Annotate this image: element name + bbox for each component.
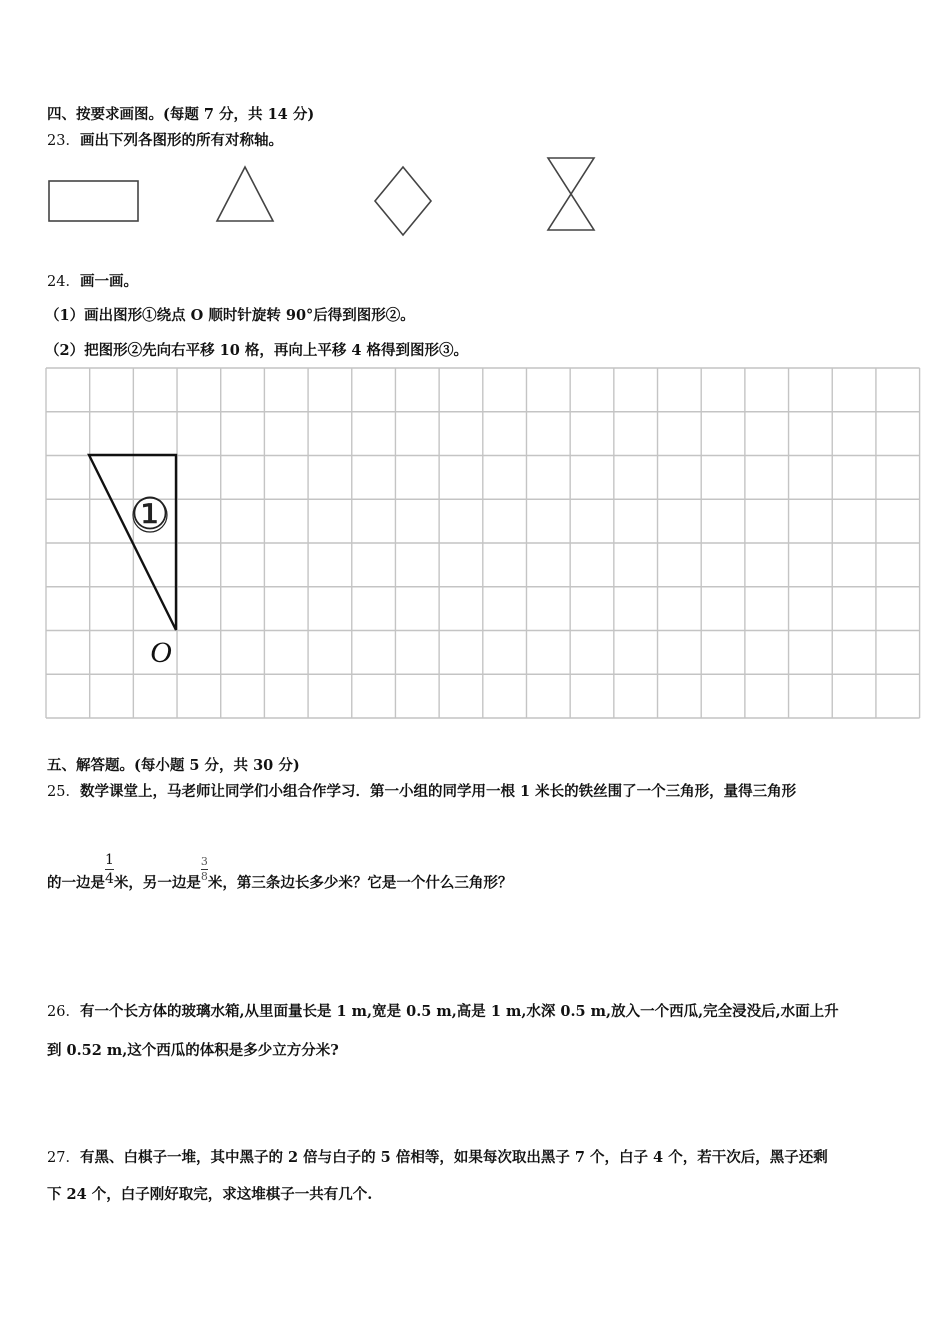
fraction-three-eighths (201, 856, 208, 883)
q25-line2 (47, 852, 513, 901)
q24-text: 画一画。 (79, 273, 138, 290)
fraction-2-denominator: 8 (200, 870, 208, 883)
q27-line2: 下 24 个，白子刚好取完，求这堆棋子一共有几个. (47, 1186, 373, 1203)
q26-number: 26． (47, 1004, 80, 1020)
drawing-grid (45, 367, 921, 720)
shapes-row (0, 150, 950, 250)
q27-line1 (47, 1146, 828, 1167)
rhombus-shape (375, 167, 431, 235)
fraction-one-quarter (105, 852, 114, 887)
q25-text-line1: 数学课堂上，马老师让同学们小组合作学习．第一小组的同学用一根 1 米长的铁丝围了一个三角形，量得三角形 (79, 783, 797, 800)
q27-number: 27． (47, 1150, 80, 1166)
fraction-1-numerator: 1 (105, 852, 114, 868)
q23-text: 画出下列各图形的所有对称轴。 (79, 132, 283, 149)
q23-number: 23． (47, 133, 80, 149)
hourglass-shape (548, 158, 594, 230)
triangle-shape (217, 167, 273, 221)
q24 (47, 270, 138, 291)
section5-heading: 五、解答题。(每小题 5 分，共 30 分) (47, 757, 300, 774)
q25-mid: 米，另一边是 (113, 874, 201, 892)
q25-number: 25． (47, 784, 80, 800)
point-o-label: O (150, 636, 172, 669)
q25-line1 (47, 780, 796, 801)
q27-text-line1: 有黑、白棋子一堆，其中黑子的 2 倍与白子的 5 倍相等，如果每次取出黑子 7 个，白子 4 个，若干次后，黑子还剩 (79, 1149, 828, 1166)
q26-text-line1: 有一个长方体的玻璃水箱,从里面量长是 1 m,宽是 0.5 m,高是 1 m,水深 0.5 m,放入一个西瓜,完全浸没后,水面上升 (79, 1003, 839, 1020)
q26-line2: 到 0.52 m,这个西瓜的体积是多少立方分米? (47, 1042, 339, 1059)
fraction-1-bar (105, 869, 114, 870)
q23 (47, 129, 283, 150)
q25-post: 米，第三条边长多少米？它是一个什么三角形？ (207, 874, 513, 892)
q25-pre: 的一边是 (47, 874, 105, 892)
q24-part1: （1）画出图形①绕点 O 顺时针旋转 90°后得到图形②。 (45, 307, 415, 324)
rectangle-shape (49, 181, 138, 221)
fraction-2-numerator: 3 (200, 855, 208, 868)
q24-part2: （2）把图形②先向右平移 10 格，再向上平移 4 格得到图形③。 (45, 342, 469, 359)
q24-number: 24． (47, 274, 80, 290)
q26-line1 (47, 1000, 839, 1021)
fraction-1-denominator: 4 (105, 871, 114, 887)
figure-1-label: ① (130, 489, 170, 540)
section4-heading: 四、按要求画图。(每题 7 分，共 14 分) (47, 106, 315, 123)
